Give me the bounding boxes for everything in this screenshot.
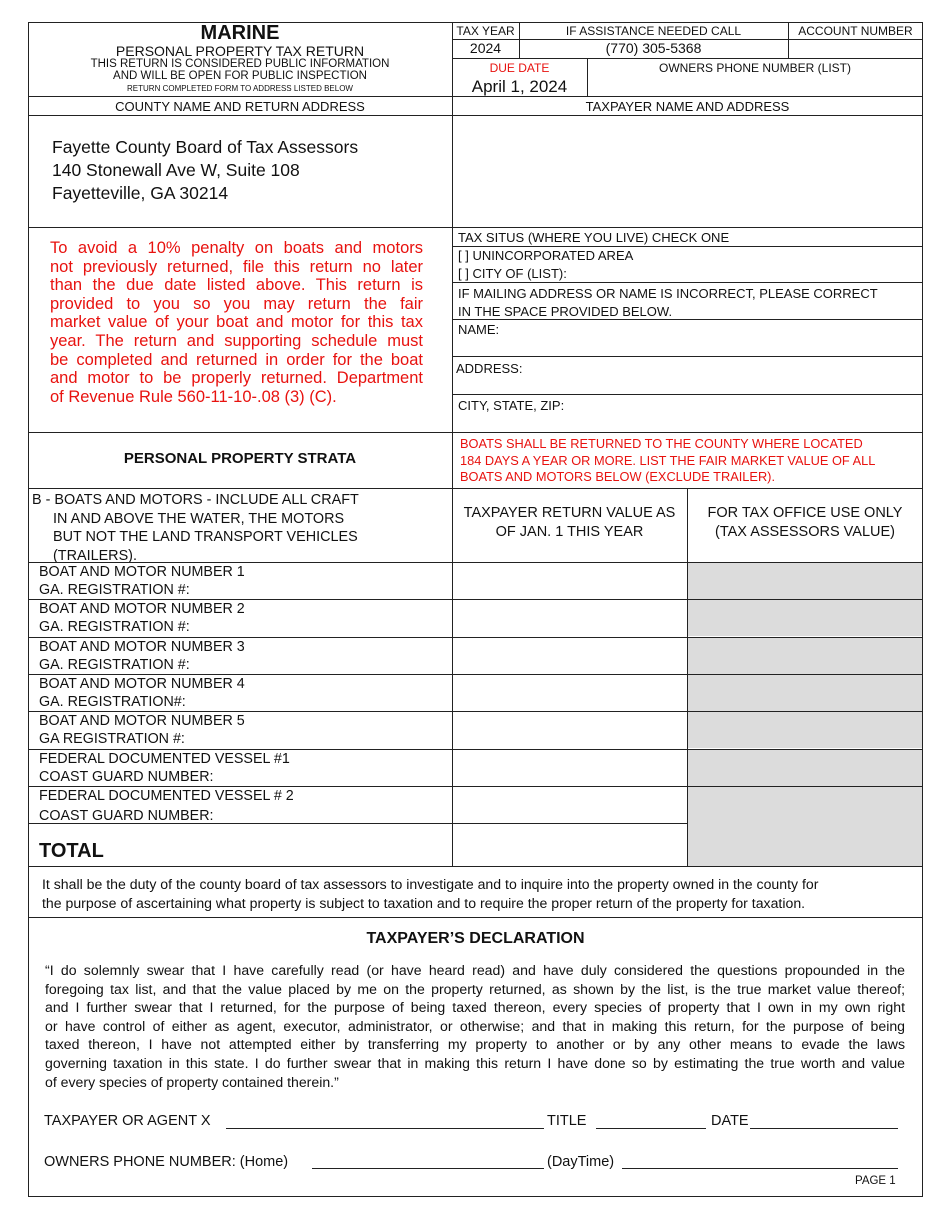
row-title: BOAT AND MOTOR NUMBER 3 (39, 639, 245, 655)
account-number-field[interactable] (789, 40, 922, 58)
county-address-line3: Fayetteville, GA 30214 (52, 183, 229, 203)
account-number-label: ACCOUNT NUMBER (798, 24, 913, 38)
row-registration-label: GA. REGISTRATION #: (39, 582, 190, 598)
return-value-field[interactable] (453, 600, 687, 636)
title-label: TITLE (547, 1113, 587, 1129)
category-line: IN AND ABOVE THE WATER, THE MOTORS (53, 510, 345, 527)
return-value-field[interactable] (453, 675, 687, 711)
boats-note-line: BOATS AND MOTORS BELOW (EXCLUDE TRAILER). (460, 469, 776, 484)
declaration-title: TAXPAYER’S DECLARATION (366, 930, 585, 947)
office-value-cell (688, 750, 922, 786)
penalty-line: year. The return and supporting schedule must (50, 331, 423, 350)
tax-situs-label: TAX SITUS (WHERE YOU LIVE) CHECK ONE (458, 230, 730, 245)
office-use-header-2: (TAX ASSESSORS VALUE) (715, 524, 895, 540)
row-registration-label: GA. REGISTRATION #: (39, 619, 190, 635)
county-address-line1: Fayette County Board of Tax Assessors (52, 137, 359, 157)
category-line: B - BOATS AND MOTORS - INCLUDE ALL CRAFT (32, 492, 359, 508)
declaration-text (45, 961, 905, 1091)
penalty-line: and motor to be properly returned. Department (50, 369, 423, 388)
title-line[interactable] (596, 1128, 706, 1129)
taxpayer-agent-signature-line[interactable] (226, 1128, 544, 1129)
penalty-line: provided to you so you may return the fair (50, 294, 423, 313)
city-state-zip-label: CITY, STATE, ZIP: (458, 398, 565, 413)
office-use-header-1: FOR TAX OFFICE USE ONLY (707, 505, 903, 521)
penalty-notice (50, 239, 423, 406)
duty-line-1: It shall be the duty of the county board of tax assessors to investigate and to inquire into the property owned in the county for (42, 876, 819, 892)
taxpayer-address-field[interactable] (453, 116, 922, 226)
tax-year-value: 2024 (469, 40, 502, 56)
penalty-line: market value of your boat and motor for this tax (50, 313, 423, 332)
row-title: BOAT AND MOTOR NUMBER 2 (39, 601, 245, 617)
row-registration-label: COAST GUARD NUMBER: (39, 808, 214, 824)
return-value-field[interactable] (453, 787, 687, 823)
phone-home-line[interactable] (312, 1168, 544, 1169)
declaration-line: and I further swear that I returned, for the purpose of being taxed thereon, every species of property that I own in my own right (45, 999, 905, 1016)
row-title: BOAT AND MOTOR NUMBER 4 (39, 676, 245, 692)
row-registration-label: GA. REGISTRATION#: (39, 694, 186, 710)
declaration-line: of every species of property contained therein.” (45, 1073, 339, 1090)
office-value-cell (688, 675, 922, 711)
declaration-line: or have control of either as agent, executor, administrator, or otherwise; and that in making this return, for the purpose of being (45, 1017, 905, 1034)
return-value-field[interactable] (453, 638, 687, 674)
taxpayer-agent-label: TAXPAYER OR AGENT X (44, 1113, 211, 1129)
public-notice-1: THIS RETURN IS CONSIDERED PUBLIC INFORMATION (90, 58, 390, 70)
category-line: (TRAILERS). (53, 547, 137, 564)
taxpayer-label: TAXPAYER NAME AND ADDRESS (585, 99, 790, 114)
declaration-line: taxed thereon, I have not attempted either by transferring my property to another or by any other means to evade the laws (45, 1036, 905, 1053)
return-value-field[interactable] (453, 563, 687, 599)
name-field[interactable] (500, 320, 922, 356)
assistance-phone: (770) 305-5368 (605, 40, 702, 56)
row-title: FEDERAL DOCUMENTED VESSEL # 2 (39, 788, 294, 804)
total-office-cell (688, 823, 922, 866)
owners-phone-field[interactable] (588, 76, 922, 95)
unincorporated-area-checkbox[interactable]: [ ] UNINCORPORATED AREA (458, 248, 634, 263)
county-address-line2: 140 Stonewall Ave W, Suite 108 (52, 160, 300, 180)
penalty-line: of Revenue Rule 560-11-10-.08 (3) (C). (50, 387, 337, 406)
city-state-zip-field[interactable] (575, 395, 922, 431)
boats-note-line: BOATS SHALL BE RETURNED TO THE COUNTY WHERE LOCATED (460, 436, 863, 451)
row-registration-label: GA. REGISTRATION #: (39, 657, 190, 673)
due-date-value: April 1, 2024 (471, 77, 568, 96)
return-value-header-1: TAXPAYER RETURN VALUE AS (463, 505, 676, 521)
return-value-field[interactable] (453, 712, 687, 748)
boats-note-line: 184 DAYS A YEAR OR MORE. LIST THE FAIR MARKET VALUE OF ALL (460, 452, 876, 468)
office-value-cell (688, 600, 922, 636)
page-number: PAGE 1 (855, 1175, 896, 1187)
strata-label: PERSONAL PROPERTY STRATA (123, 450, 357, 467)
penalty-line: To avoid a 10% penalty on boats and motors (50, 239, 423, 257)
form-title: MARINE (200, 22, 280, 44)
penalty-line: be completed and returned in order for the boat (50, 350, 423, 369)
office-value-cell (688, 712, 922, 748)
row-title: BOAT AND MOTOR NUMBER 1 (39, 564, 245, 580)
return-value-field[interactable] (453, 750, 687, 786)
date-label: DATE (711, 1113, 749, 1129)
row-title: FEDERAL DOCUMENTED VESSEL #1 (39, 751, 290, 767)
total-return-value-field[interactable] (453, 823, 687, 866)
row-registration-label: COAST GUARD NUMBER: (39, 769, 214, 785)
due-date-label: DUE DATE (489, 61, 550, 75)
boats-return-note (460, 436, 875, 486)
public-notice-3: RETURN COMPLETED FORM TO ADDRESS LISTED BELOW (127, 84, 353, 93)
tax-year-label: TAX YEAR (456, 24, 515, 38)
name-label: NAME: (458, 322, 500, 337)
address-field[interactable] (530, 357, 922, 394)
correction-note-2: IN THE SPACE PROVIDED BELOW. (458, 304, 673, 319)
phone-daytime-line[interactable] (622, 1168, 898, 1169)
total-label: TOTAL (39, 840, 104, 862)
declaration-line: “I do solemnly swear that I have carefully read (or have heard read) and have duly considered the questions propounded in the (45, 962, 905, 978)
correction-note-1: IF MAILING ADDRESS OR NAME IS INCORRECT, PLEASE CORRECT (458, 286, 878, 301)
row-registration-label: GA REGISTRATION #: (39, 731, 185, 747)
category-line: BUT NOT THE LAND TRANSPORT VEHICLES (53, 529, 358, 545)
penalty-line: not previously returned, file this return no later (50, 257, 423, 276)
duty-line-2: the purpose of ascertaining what property is subject to taxation and to require the proper return of the property for taxation. (42, 895, 806, 911)
penalty-line: than the due date listed above. This return is (50, 276, 423, 295)
phone-daytime-label: (DayTime) (547, 1154, 615, 1170)
row-title: BOAT AND MOTOR NUMBER 5 (39, 713, 245, 729)
return-value-header-2: OF JAN. 1 THIS YEAR (495, 524, 644, 540)
office-value-cell (688, 787, 922, 823)
office-value-cell (688, 563, 922, 599)
city-of-checkbox[interactable]: [ ] CITY OF (LIST): (458, 266, 567, 281)
assistance-label: IF ASSISTANCE NEEDED CALL (565, 24, 742, 38)
declaration-line: foregoing tax list, and that the value placed by me on the property returned, as shown by the list, is the true market value thereof; (45, 980, 905, 997)
declaration-line: governing taxation in this state. I do further swear that in making this return I have done so by estimating the true worth and value (45, 1054, 905, 1071)
office-value-cell (688, 638, 922, 674)
phone-home-label: OWNERS PHONE NUMBER: (Home) (44, 1154, 289, 1170)
owners-phone-label: OWNERS PHONE NUMBER (LIST) (658, 61, 851, 75)
county-label: COUNTY NAME AND RETURN ADDRESS (115, 99, 365, 114)
date-line[interactable] (750, 1128, 898, 1129)
address-label: ADDRESS: (456, 361, 523, 376)
category-boats-motors (32, 491, 359, 565)
public-notice-2: AND WILL BE OPEN FOR PUBLIC INSPECTION (113, 70, 367, 82)
form-subtitle: PERSONAL PROPERTY TAX RETURN (115, 43, 365, 59)
